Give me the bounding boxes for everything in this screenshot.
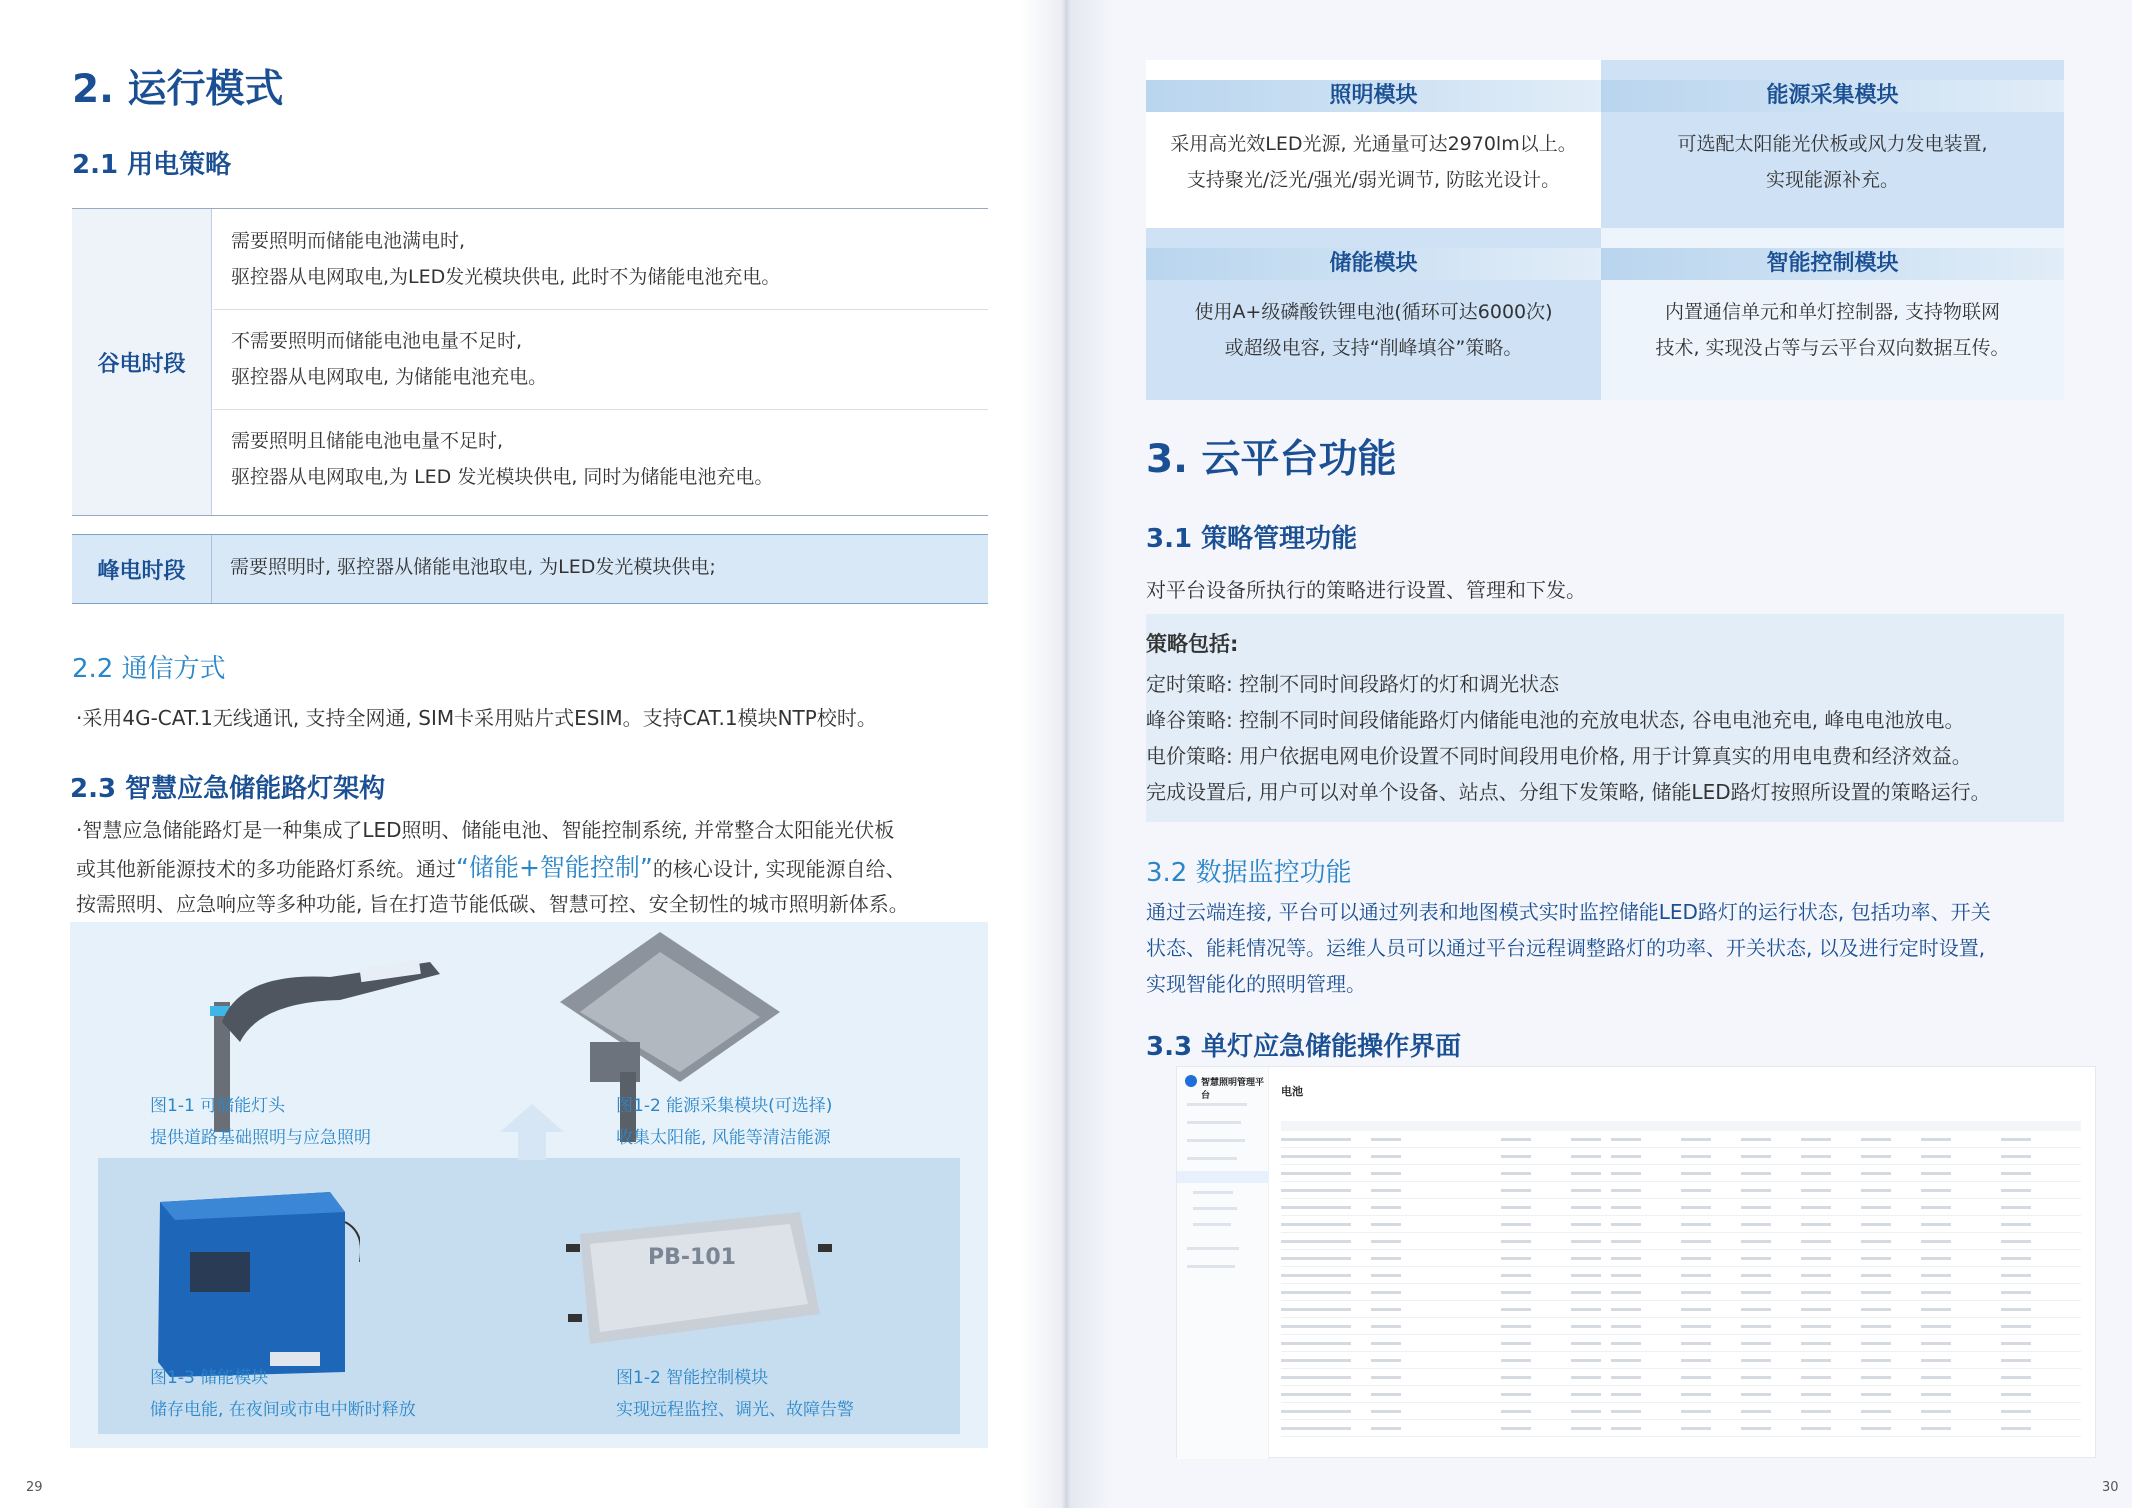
peak-text: 需要照明时, 驱控器从储能电池取电, 为LED发光模块供电; [230, 556, 716, 578]
strategy-line-1: 定时策略: 控制不同时间段路灯的灯和调光状态 [1146, 672, 1560, 696]
ui-table-row [1281, 1266, 2081, 1267]
controller-image [560, 1204, 840, 1354]
page-number-right: 30 [2102, 1480, 2119, 1495]
subsection-3-1: 3.1 策略管理功能 [1146, 524, 1358, 554]
module-body-lighting: 采用高光效LED光源, 光通量可达2970lm以上。 支持聚光/泛光/强光/弱光调节, 防眩光设计。 [1170, 133, 1577, 191]
ui-table-row [1281, 1164, 2081, 1165]
ui-table-header [1281, 1121, 2081, 1131]
page-number-left: 29 [26, 1480, 43, 1495]
ui-table-row [1281, 1317, 2081, 1318]
fig-1-3-caption: 图1-3 储能模块 储存电能, 在夜间或市电中断时释放 [150, 1368, 416, 1420]
platform-screenshot [1176, 1066, 2096, 1458]
section-title-3: 3. 云平台功能 [1146, 437, 1397, 482]
monitor-line-1: 通过云端连接, 平台可以通过列表和地图模式实时监控储能LED路灯的运行状态, 包括功率、开关 [1146, 900, 1991, 924]
subsection-2-1: 2.1 用电策略 [72, 150, 232, 180]
ui-table-row [1281, 1215, 2081, 1216]
monitor-line-2: 状态、能耗情况等。运维人员可以通过平台远程调整路灯的功率、开关状态, 以及进行定时设置, [1146, 936, 1986, 960]
valley-row-2: 不需要照明而储能电池电量不足时, 驱控器从电网取电, 为储能电池充电。 [231, 330, 548, 388]
ui-table-row [1281, 1232, 2081, 1233]
subsection-3-3: 3.3 单灯应急储能操作界面 [1146, 1032, 1462, 1062]
subsection-2-2: 2.2 通信方式 [72, 654, 226, 684]
module-body-control: 内置通信单元和单灯控制器, 支持物联网 技术, 实现没占等与云平台双向数据互传。 [1655, 301, 2010, 359]
ui-heading: 电池 [1281, 1085, 1303, 1098]
strategy-box: 策略包括: 定时策略: 控制不同时间段路灯的灯和调光状态 峰谷策略: 控制不同时间段储能路灯内储能电池的充放电状态, 谷电电池充电, 峰电电池放电。 电价策略: 用户依据电网电价设置不同时间段用电价格, 用于计算真实的用电电费和经济效益。 完成设置后, 用户可以对单个设备、站点、分组下发策略, 储能LED路灯按照所设置的策略运行。 [1146, 614, 2064, 822]
valley-table [72, 208, 988, 516]
strategy-line-3: 电价策略: 用户依据电网电价设置不同时间段用电价格, 用于计算真实的用电电费和经济效益。 [1146, 744, 1972, 768]
fig-1-4-caption: 图1-2 智能控制模块 实现远程监控、调光、故障告警 [616, 1368, 854, 1420]
ui-sidebar: 智慧照明管理平台 [1177, 1067, 1269, 1459]
ui-table-row [1281, 1368, 2081, 1369]
module-title-lighting: 照明模块 [1146, 80, 1601, 112]
ui-table [1281, 1131, 2081, 1451]
up-arrow-icon [500, 1104, 564, 1160]
ui-table-row [1281, 1351, 2081, 1352]
ui-table-row [1281, 1300, 2081, 1301]
ui-table-row [1281, 1385, 2081, 1386]
right-page [1066, 0, 2132, 1508]
fig-1-2-caption: 图1-2 能源采集模块(可选择) 收集太阳能, 风能等清洁能源 [616, 1096, 833, 1148]
subsection-3-2: 3.2 数据监控功能 [1146, 858, 1352, 888]
ui-table-row [1281, 1419, 2081, 1420]
strategy-line-2: 峰谷策略: 控制不同时间段储能路灯内储能电池的充放电状态, 谷电电池充电, 峰电电池放电。 [1146, 708, 1965, 732]
highlight-phrase: “储能+智能控制” [456, 853, 653, 882]
module-title-storage: 储能模块 [1146, 248, 1601, 280]
valley-row-1: 需要照明而储能电池满电时, 驱控器从电网取电,为LED发光模块供电, 此时不为储能电池充电。 [231, 230, 781, 288]
valley-label: 谷电时段 [72, 209, 212, 515]
peak-label: 峰电时段 [72, 535, 212, 603]
ui-table-row [1281, 1334, 2081, 1335]
monitor-line-3: 实现智能化的照明管理。 [1146, 972, 1366, 996]
valley-row-3: 需要照明且储能电池电量不足时, 驱控器从电网取电,为 LED 发光模块供电, 同时为储能电池充电。 [231, 430, 774, 488]
fig-1-1-caption: 图1-1 可储能灯头 提供道路基础照明与应急照明 [150, 1096, 371, 1148]
strategy-intro: 对平台设备所执行的策略进行设置、管理和下发。 [1146, 578, 1586, 602]
ui-table-row [1281, 1181, 2081, 1182]
subsection-2-3: 2.3 智慧应急储能路灯架构 [70, 774, 386, 804]
ui-table-row [1281, 1402, 2081, 1403]
ui-logo-icon [1185, 1075, 1197, 1087]
peak-table [72, 534, 988, 604]
battery-image [150, 1182, 360, 1382]
section-title-2: 2. 运行模式 [72, 67, 284, 112]
ui-table-row [1281, 1249, 2081, 1250]
ui-table-row [1281, 1147, 2081, 1148]
module-title-control: 智能控制模块 [1601, 248, 2064, 280]
controller-label: PB-101 [648, 1245, 736, 1270]
ui-table-row [1281, 1198, 2081, 1199]
arch-para-3: 按需照明、应急响应等多种功能, 旨在打造节能低碳、智慧可控、安全韧性的城市照明新体系。 [76, 892, 909, 916]
architecture-figure [70, 922, 988, 1448]
ui-table-row [1281, 1283, 2081, 1284]
arch-para-1: ·智慧应急储能路灯是一种集成了LED照明、储能电池、智能控制系统, 并常整合太阳能光伏板 [76, 818, 895, 842]
module-body-storage: 使用A+级磷酸铁锂电池(循环可达6000次) 或超级电容, 支持“削峰填谷”策略。 [1194, 301, 1553, 359]
ui-table-row [1281, 1436, 2081, 1437]
comm-text: ·采用4G-CAT.1无线通讯, 支持全网通, SIM卡采用贴片式ESIM。支持CAT.1模块NTP校时。 [76, 706, 877, 730]
module-title-energy: 能源采集模块 [1601, 80, 2064, 112]
arch-para-2: 或其他新能源技术的多功能路灯系统。通过“储能+智能控制”的核心设计, 实现能源自给、 [76, 853, 906, 882]
module-body-energy: 可选配太阳能光伏板或风力发电装置, 实现能源补充。 [1677, 133, 1988, 191]
strategy-line-4: 完成设置后, 用户可以对单个设备、站点、分组下发策略, 储能LED路灯按照所设置的策略运行。 [1146, 780, 1991, 804]
